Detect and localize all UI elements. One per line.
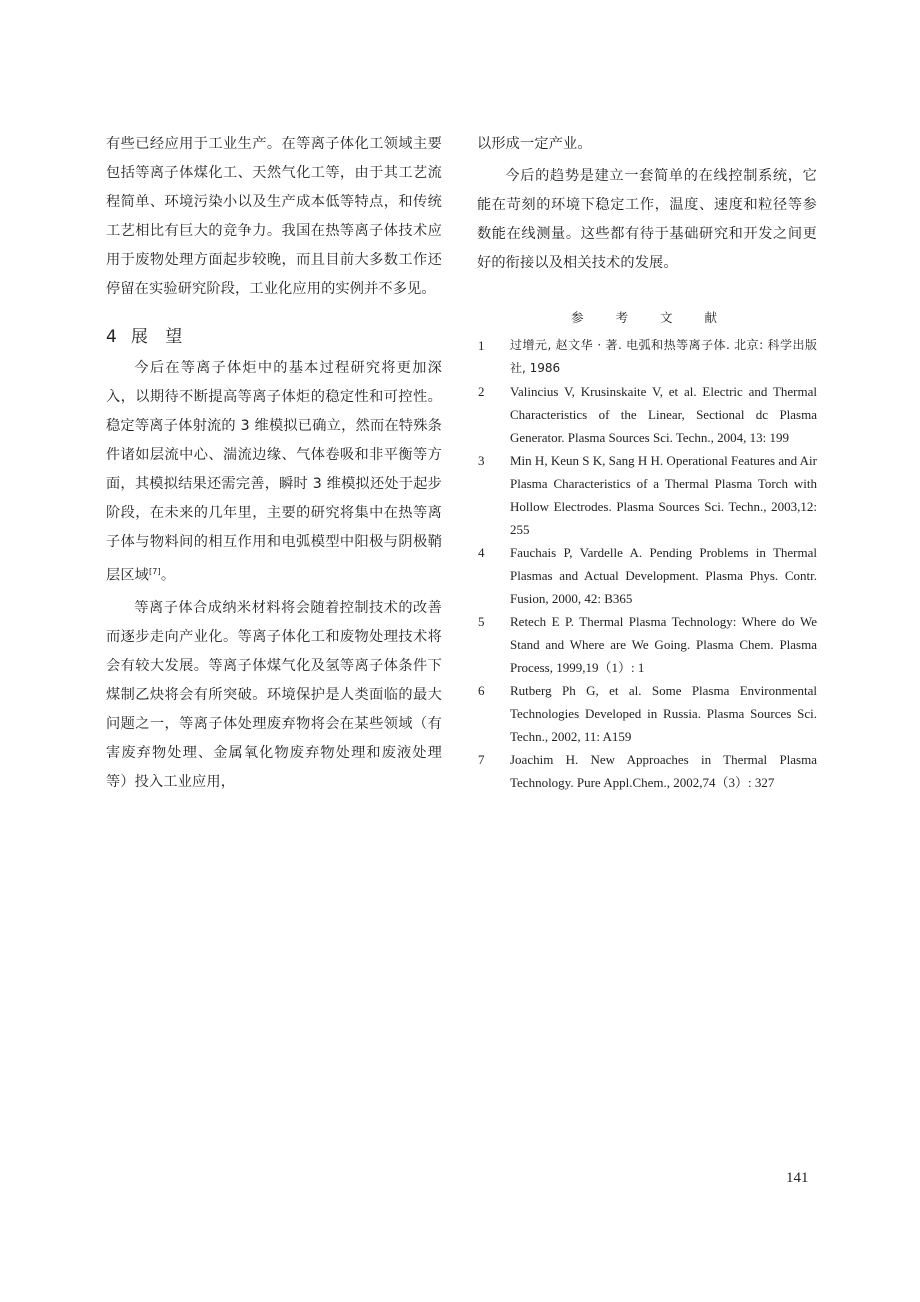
reference-item [477, 449, 817, 541]
reference-number: 4 [478, 545, 485, 560]
body-paragraph: 等离子体合成纳米材料将会随着控制技术的改善而逐步走向产业化。等离子体化工和废物处理技术将会有较大发展。等离子体煤气化及氢等离子体条件下煤制乙炔将会有所突破。环境保护是人类面临的最大问题之一，等离子体处理废弃物将会在某些领域（有害废弃物处理、金属氧化物废弃物处理和废液处理等）投入工业应用， [106, 599, 442, 790]
reference-text: Rutberg Ph G, et al. Some Plasma Environmental Technologies Developed in Russia. Plasma Sources Sci. Techn., 2002, 11: A159 [510, 683, 817, 744]
reference-number: 7 [478, 752, 485, 767]
body-paragraph [106, 354, 442, 591]
reference-number: 3 [478, 453, 485, 468]
paragraph-text: 今后在等离子体炬中的基本过程研究将更加深入，以期待不断提高等离子体炬的稳定性和可控性。稳定等离子体射流的 3 维模拟已确立，然而在特殊条件诸如层流中心、湍流边缘、气体卷吸和非平衡等方面，其模拟结果还需完善，瞬时 3 维模拟还处于起步阶段，在未来的几年里，主要的研究将集中在热等离子体与物料间的相互作用和电弧模型中阳极与阴极鞘层区域 [106, 360, 442, 584]
reference-item [477, 334, 817, 380]
page-number: 141 [786, 1170, 809, 1186]
section-number: 4 [106, 327, 117, 347]
section-heading [106, 320, 442, 354]
reference-item [477, 610, 817, 679]
reference-text: 过增元, 赵文华 · 著. 电弧和热等离子体. 北京: 科学出版社, 1986 [510, 338, 817, 375]
section-title: 展 望 [130, 327, 189, 347]
body-paragraph: 以形成一定产业。 [477, 136, 592, 152]
references-heading: 参 考 文 献 [571, 310, 731, 325]
left-column [106, 130, 442, 797]
reference-number: 5 [478, 614, 485, 629]
reference-text: Fauchais P, Vardelle A. Pending Problems in Thermal Plasmas and Actual Development. Plasma Phys. Contr. Fusion, 2000, 42: B365 [510, 545, 817, 606]
reference-number: 1 [478, 338, 485, 353]
reference-item [477, 380, 817, 449]
body-paragraph: 今后的趋势是建立一套简单的在线控制系统，它能在苛刻的环境下稳定工作，温度、速度和粒径等参数能在线测量。这些都有待于基础研究和开发之间更好的衔接以及相关技术的发展。 [477, 168, 817, 271]
body-paragraph: 有些已经应用于工业生产。在等离子体化工领域主要包括等离子体煤化工、天然气化工等，由于其工艺流程简单、环境污染小以及生产成本低等特点，和传统工艺相比有巨大的竞争力。我国在热等离子体技术应用于废物处理方面起步较晚，而且目前大多数工作还停留在实验研究阶段，工业化应用的实例并不多见。 [106, 136, 442, 297]
reference-item [477, 748, 817, 794]
reference-item [477, 541, 817, 610]
reference-number: 6 [478, 683, 485, 698]
reference-list [477, 334, 817, 794]
reference-item [477, 679, 817, 748]
reference-number: 2 [478, 384, 485, 399]
reference-text: Retech E P. Thermal Plasma Technology: Where do We Stand and Where are We Going. Plasma Chem. Plasma Process, 1999,19（1）: 1 [510, 614, 817, 675]
paragraph-end: 。 [160, 567, 176, 584]
reference-text: Valincius V, Krusinskaite V, et al. Electric and Thermal Characteristics of the Linear, Sectional dc Plasma Generator. Plasma Sources Sci. Techn., 2004, 13: 199 [510, 384, 817, 445]
citation[interactable]: [7] [149, 567, 161, 576]
right-column [477, 130, 817, 794]
reference-text: Min H, Keun S K, Sang H H. Operational Features and Air Plasma Characteristics of a Thermal Plasma Torch with Hollow Electrodes. Plasma Sources Sci. Techn., 2003,12: 255 [510, 453, 817, 537]
reference-text: Joachim H. New Approaches in Thermal Plasma Technology. Pure Appl.Chem., 2002,74（3）: 327 [510, 752, 817, 790]
